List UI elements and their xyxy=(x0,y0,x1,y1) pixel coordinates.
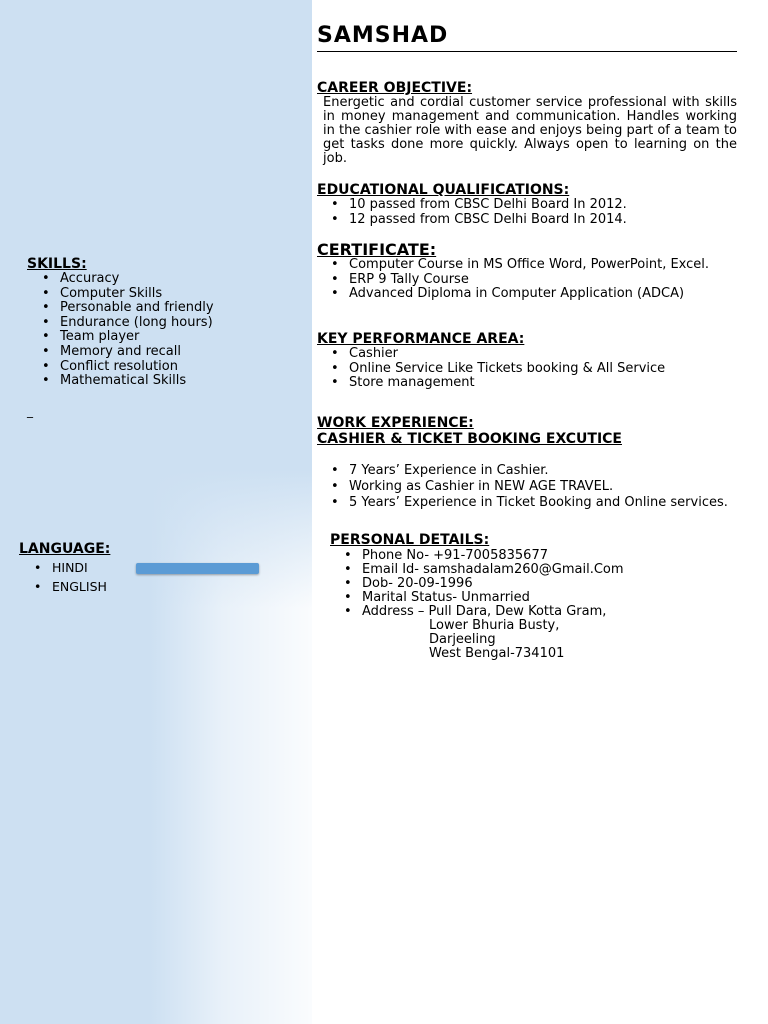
address-line-1: • Address – Pull Dara, Dew Kotta Gram, xyxy=(330,605,624,619)
list-item: • Working as Cashier in NEW AGE TRAVEL. xyxy=(317,480,728,496)
skills-list xyxy=(28,272,214,389)
language-proficiency-bar xyxy=(136,563,259,574)
skills-section xyxy=(27,256,87,272)
date-of-birth: • Dob- 20-09-1996 xyxy=(330,577,624,591)
list-item: • Online Service Like Tickets booking & All Service xyxy=(317,362,665,377)
list-item: • Memory and recall xyxy=(28,345,214,360)
sidebar-gradient-fade-top xyxy=(150,470,312,1024)
personal-details-list xyxy=(330,549,624,619)
skills-heading: SKILLS: xyxy=(27,256,87,272)
list-item: • Mathematical Skills xyxy=(28,374,214,389)
list-item: • Personable and friendly xyxy=(28,301,214,316)
list-item: • 12 passed from CBSC Delhi Board In 2014. xyxy=(317,213,627,228)
language-list xyxy=(20,561,107,599)
list-item: • Endurance (long hours) xyxy=(28,316,214,331)
list-item: • Computer Skills xyxy=(28,287,214,302)
marital-status: • Marital Status- Unmarried xyxy=(330,591,624,605)
certificate-list xyxy=(317,258,709,302)
address-line-2: Lower Bhuria Busty, xyxy=(429,618,560,633)
address-line-3: Darjeeling xyxy=(429,632,496,647)
kpa-heading: KEY PERFORMANCE AREA: xyxy=(317,331,525,347)
list-item: • Accuracy xyxy=(28,272,214,287)
list-item: • ERP 9 Tally Course xyxy=(317,273,709,288)
list-item: • 10 passed from CBSC Delhi Board In 2012. xyxy=(317,198,627,213)
list-item: • ENGLISH xyxy=(20,580,107,599)
list-item: • 7 Years’ Experience in Cashier. xyxy=(317,464,728,480)
certificate-heading: CERTIFICATE: xyxy=(317,240,437,259)
education-list xyxy=(317,198,627,227)
list-item: • 5 Years’ Experience in Ticket Booking and Online services. xyxy=(317,496,728,512)
list-item: • HINDI xyxy=(20,561,107,580)
candidate-name: SAMSHAD xyxy=(317,23,449,48)
education-heading: EDUCATIONAL QUALIFICATIONS: xyxy=(317,182,570,198)
work-experience-title: CASHIER & TICKET BOOKING EXCUTICE xyxy=(317,431,622,447)
kpa-list xyxy=(317,347,665,391)
career-objective-text: Energetic and cordial customer service professional with skills in money management and communication. Handles working in the cashier role with ease and enjoys being part of a team to get tasks done more quickly. Always open to learning on the job. xyxy=(323,95,737,166)
work-experience-list xyxy=(317,464,728,512)
list-item: • Computer Course in MS Office Word, PowerPoint, Excel. xyxy=(317,258,709,273)
name-underline-rule xyxy=(317,51,737,52)
address-line-4: West Bengal-734101 xyxy=(429,646,565,661)
list-item: • Team player xyxy=(28,330,214,345)
list-item: • Advanced Diploma in Computer Application (ADCA) xyxy=(317,287,709,302)
career-objective-heading: CAREER OBJECTIVE: xyxy=(317,80,473,96)
list-item: • Conflict resolution xyxy=(28,360,214,375)
left-sidebar-panel xyxy=(0,0,312,1024)
work-experience-heading: WORK EXPERIENCE: xyxy=(317,415,474,431)
phone-number: • Phone No- +91-7005835677 xyxy=(330,549,624,563)
language-heading: LANGUAGE: xyxy=(19,541,111,557)
stray-dash: _ xyxy=(27,404,33,418)
personal-details-heading: PERSONAL DETAILS: xyxy=(330,532,490,548)
email-address: • Email Id- samshadalam260@Gmail.Com xyxy=(330,563,624,577)
list-item: • Cashier xyxy=(317,347,665,362)
list-item: • Store management xyxy=(317,376,665,391)
